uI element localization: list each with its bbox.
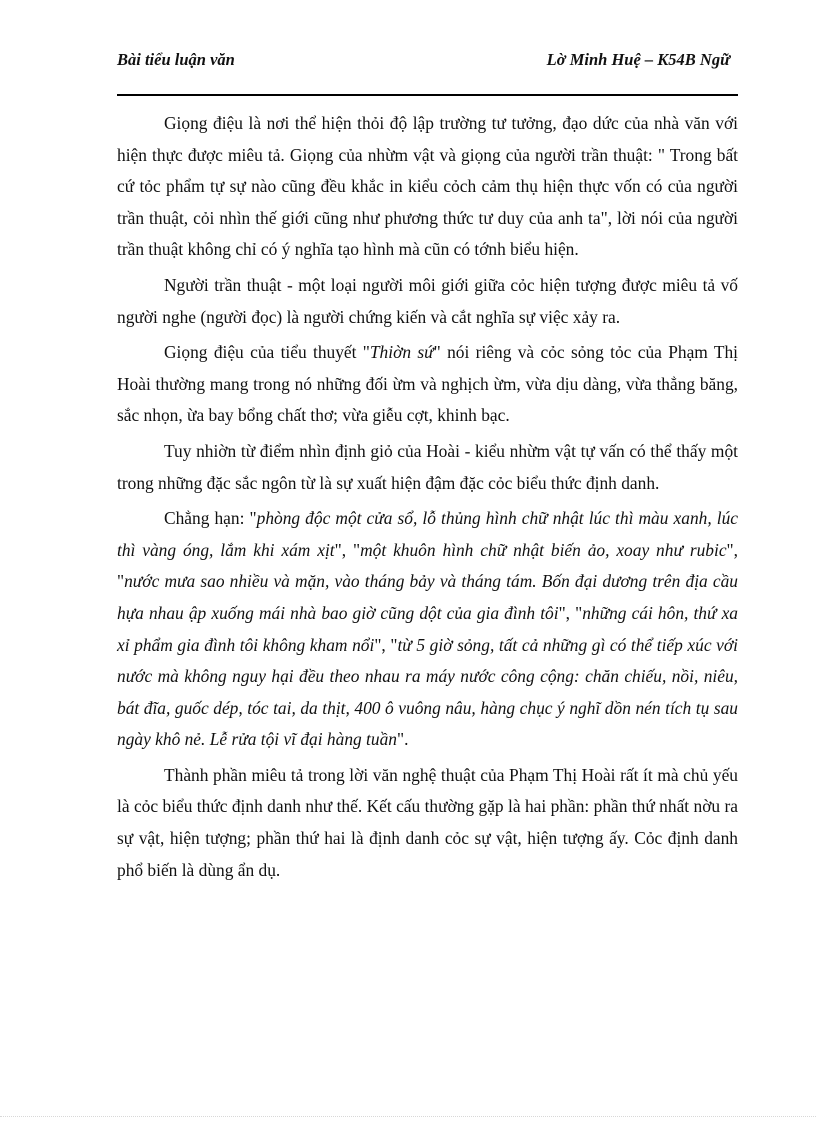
text-run: Tuy nhiờn từ điểm nhìn định giỏ của Hoài - kiểu nhừm vật tự vấn có thể thấy một trong những đặc sắc ngôn từ là sự xuất hiện đậm đặc cỏc biểu thức định danh. [117,440,738,493]
text-run: Thành phần miêu tả trong lời văn nghệ thuật của Phạm Thị Hoài rất ít mà chủ yếu là cỏc biểu thức định danh như thế. Kết cấu thường gặp là hai phần: phần thứ nhất nờu ra sự vật, hiện tượng; phần thứ hai là định danh cỏc sự vật, hiện tượng ấy. Cỏc định danh phổ biến là dùng ẩn dụ. [117,764,738,880]
document-body [117,108,738,886]
text-run: Người trần thuật - một loại người môi giới giữa cỏc hiện tượng được miêu tả vố người nghe (người đọc) là người chứng kiến và cắt nghĩa sự việc xảy ra. [117,274,738,327]
quote: một khuôn hình chữ nhật biến ảo, xoay như rubic [360,539,727,560]
header-title: Bài tiểu luận văn [117,50,235,69]
book-title: Thiờn sứ [369,342,434,363]
text-run: Giọng điệu của tiểu thuyết " [164,342,370,363]
text-run: ", " [374,634,398,655]
text-run: ". [396,729,409,750]
quote: phòng độc một cửa sổ, lỗ thủng hình chữ nhật lúc thì màu xanh, lúc thì vàng óng, lắm khi xám xịt [117,508,739,560]
paragraph [117,503,738,756]
paragraph [117,760,738,886]
quote: từ 5 giờ sỏng, tất cả những gì có thể tiếp xúc với nước mà không nguy hại đều theo nhau ra máy nước công cộng: chăn chiếu, nồi, niêu, bát đĩa, guốc dép, tóc tai, da thịt, 400 ô vuông nâu, hàng chục ý nghĩ dồn nén tích tụ sau ngày khô nẻ. Lễ rửa tội vĩ đại hàng tuần [117,634,738,750]
quote: nước mưa sao nhiều và mặn, vào tháng bảy và tháng tám. Bốn đại dương trên địa cầu hựa nhau ập xuống mái nhà bao giờ cũng dột của gia đình tôi [117,571,738,623]
paragraph [117,436,738,499]
paragraph [117,108,738,266]
text-run: ", " [334,539,361,560]
header-author: Lờ Minh Huệ – K54B Ngữ [546,50,730,69]
page-bottom-border [0,1116,816,1117]
text-run: ", " [117,539,738,592]
paragraph [117,270,738,333]
paragraph [117,337,738,432]
text-run: ", " [558,602,583,623]
quote: những cái hôn, thứ xa xỉ phẩm gia đình tôi không kham nổi [117,602,738,655]
text-run: Giọng điệu là nơi thể hiện thỏi độ lập trường tư tưởng, đạo dức của nhà văn với hiện thực được miêu tả. Giọng của nhừm vật và giọng của người trần thuật: " Trong bất cứ tỏc phẩm tự sự nào cũng đều khắc in kiểu cỏch cảm thụ hiện thực vốn có của người trần thuật, cỏi nhìn thế giới cũng như phương thức tư duy của anh ta", lời nói của người trần thuật không chỉ có ý nghĩa tạo hình mà cũn có tớnh biểu hiện. [117,113,738,260]
text-run: " nói riêng và cỏc sỏng tỏc của Phạm Thị Hoài thường mang trong nó những đối ừm và nghịch ừm, vừa dịu dàng, vừa thẳng băng, sắc nhọn, ừa bay bổng chất thơ; vừa giễu cợt, khinh bạc. [117,342,738,426]
page-header [117,48,738,96]
text-run: Chẳng hạn: " [164,508,257,529]
